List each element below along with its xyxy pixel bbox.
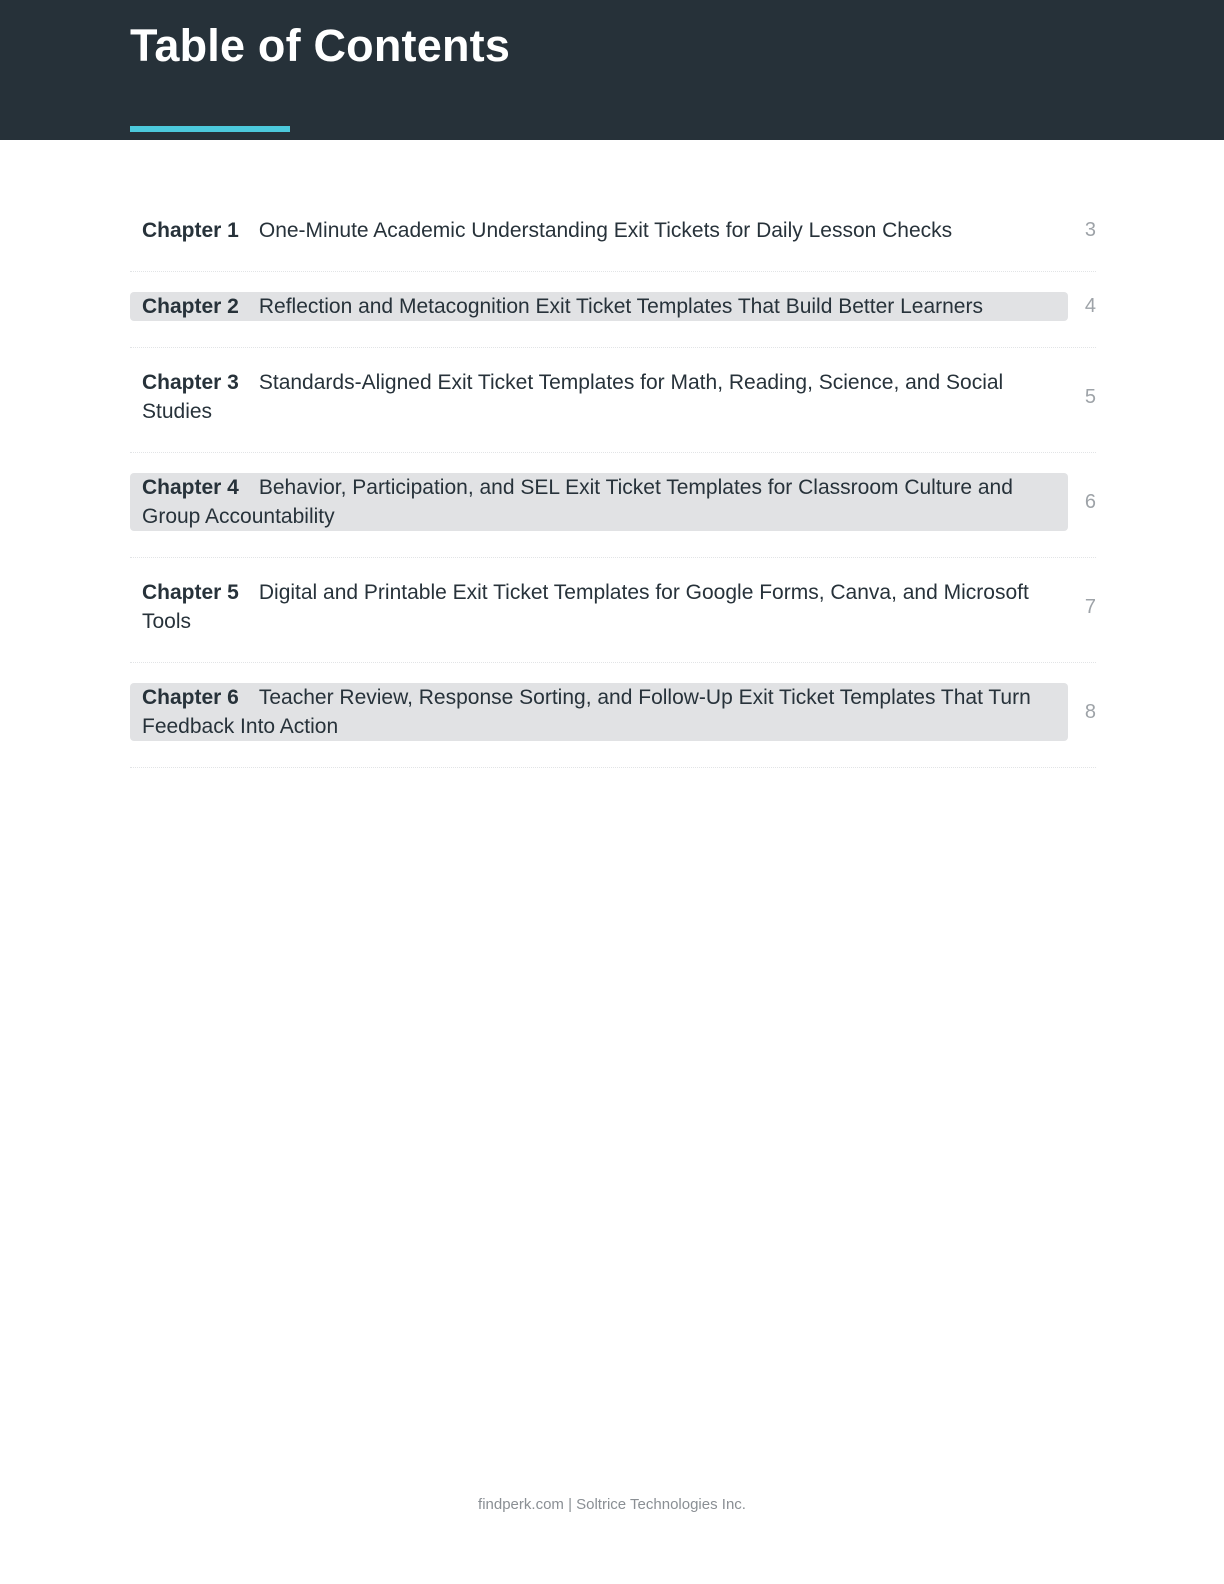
toc-entry[interactable] — [130, 196, 1096, 272]
page-number: 7 — [1084, 595, 1096, 618]
page-title: Table of Contents — [130, 20, 511, 71]
toc-entry[interactable] — [130, 453, 1096, 558]
chapter-label: Chapter 3 — [142, 371, 239, 394]
page-header — [0, 0, 1224, 140]
toc-entry[interactable] — [130, 558, 1096, 663]
page-number: 6 — [1084, 490, 1096, 513]
toc-entry-text — [130, 292, 1068, 321]
toc-entry-text — [130, 368, 1068, 426]
table-of-contents — [130, 196, 1096, 768]
page-number: 4 — [1084, 295, 1096, 317]
toc-entry-text — [130, 216, 1068, 245]
toc-entry-text — [130, 473, 1068, 531]
toc-entry[interactable] — [130, 663, 1096, 768]
page-footer: findperk.com | Soltrice Technologies Inc. — [478, 1496, 746, 1513]
chapter-label: Chapter 1 — [142, 219, 239, 242]
page-number: 5 — [1084, 385, 1096, 408]
chapter-title: Reflection and Metacognition Exit Ticket Templates That Build Better Learners — [258, 295, 983, 318]
chapter-title: One-Minute Academic Understanding Exit Tickets for Daily Lesson Checks — [258, 219, 953, 242]
chapter-label: Chapter 2 — [142, 295, 239, 318]
chapter-title: Teacher Review, Response Sorting, and Follow-Up Exit Ticket Templates That Turn Feedback Into Action — [142, 686, 1031, 738]
toc-entry[interactable] — [130, 272, 1096, 348]
title-accent-bar — [130, 126, 290, 132]
chapter-title: Digital and Printable Exit Ticket Templates for Google Forms, Canva, and Microsoft Tools — [142, 581, 1029, 633]
chapter-label: Chapter 5 — [142, 581, 239, 604]
toc-entry-text — [130, 578, 1068, 636]
page-number: 3 — [1084, 219, 1096, 241]
chapter-label: Chapter 6 — [142, 686, 239, 709]
chapter-label: Chapter 4 — [142, 476, 239, 499]
page-number: 8 — [1084, 700, 1096, 723]
toc-entry[interactable] — [130, 348, 1096, 453]
chapter-title: Behavior, Participation, and SEL Exit Ticket Templates for Classroom Culture and Group Accountability — [142, 476, 1013, 528]
chapter-title: Standards-Aligned Exit Ticket Templates for Math, Reading, Science, and Social Studies — [142, 371, 1004, 423]
toc-entry-text — [130, 683, 1068, 741]
